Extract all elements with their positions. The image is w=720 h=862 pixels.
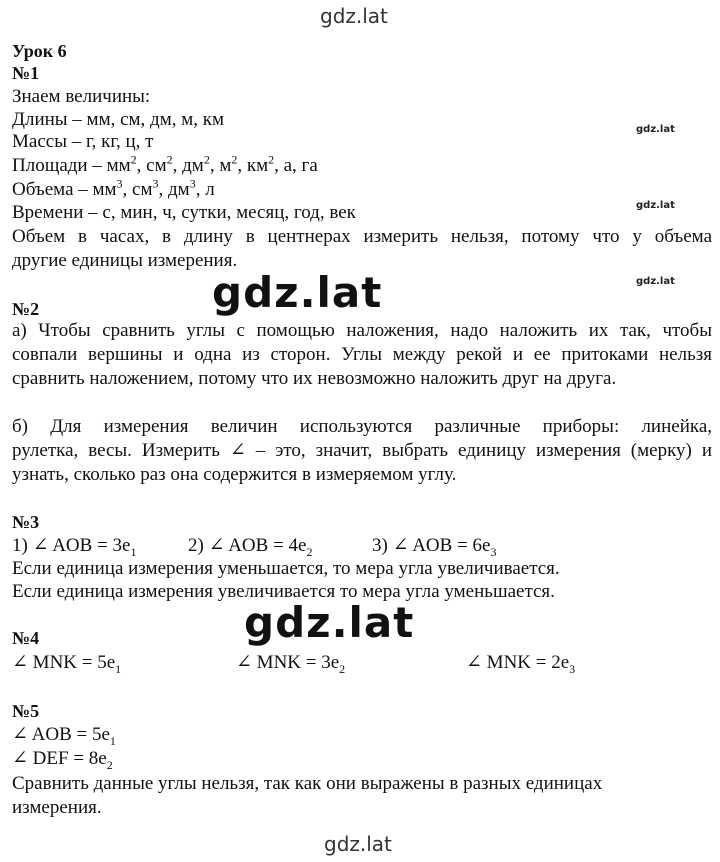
task-3-item-2: 2) ∠ AOB = $4e_2$ bbox=[188, 535, 313, 559]
watermark-small-2: gdz.lat bbox=[636, 200, 675, 211]
task-2-b-line-3: узнать, сколько раз она содержится в измеряемом углу. bbox=[12, 464, 457, 485]
watermark-small-3: gdz.lat bbox=[636, 276, 675, 287]
watermark-large-1: gdz.lat bbox=[212, 268, 383, 317]
task-1-time: Времени – с, мин, ч, сутки, месяц, год, век bbox=[12, 202, 356, 223]
task-1-para-line-1: Объем в часах, в длину в центнерах измерить нельзя, потому что у объема bbox=[12, 226, 712, 247]
task-2-b-line-2: рулетка, весы. Измерить ∠ – это, значит, выбрать единицу измерения (мерку) и bbox=[12, 440, 712, 461]
watermark-top: gdz.lat bbox=[320, 4, 388, 28]
task-3-item-3: 3) ∠ AOB = $6e_3$ bbox=[372, 535, 497, 559]
task-1-masses: Массы – г, кг, ц, т bbox=[12, 131, 154, 152]
task-1-lengths: Длины – мм, см, дм, м, км bbox=[12, 109, 225, 130]
task-1-areas: Площади – $мм^2$, $см^2$, $дм^2$, $м^2$, $км^2$, а, га bbox=[12, 152, 318, 176]
task-3-item-1: 1) ∠ AOB = $3e_1$ bbox=[12, 535, 137, 559]
watermark-large-2: gdz.lat bbox=[244, 598, 415, 647]
task-5-line-1: Сравнить данные углы нельзя, так как они выражены в разных единицах bbox=[12, 773, 603, 794]
task-4-item-3: ∠ MNK = $2e_3$ bbox=[466, 652, 576, 676]
task-1-volumes: Объема – $мм^3$, $см^3$, $дм^3$, л bbox=[12, 176, 215, 200]
task-1-para-line-2: другие единицы измерения. bbox=[12, 250, 238, 271]
task-3-heading: №3 bbox=[12, 512, 40, 532]
task-2-a-line-2: совпали вершины и одна из сторон. Углы между рекой и ее притоками нельзя bbox=[12, 344, 712, 365]
task-1-intro: Знаем величины: bbox=[12, 86, 151, 107]
task-2-heading: №2 bbox=[12, 299, 40, 319]
task-2-a-line-1: а) Чтобы сравнить углы с помощью наложения, надо наложить их так, чтобы bbox=[12, 320, 712, 341]
task-5-heading: №5 bbox=[12, 701, 40, 721]
task-5-item-1: ∠ AOB = $5e_1$ bbox=[12, 724, 116, 748]
task-4-item-1: ∠ MNK = $5e_1$ bbox=[12, 652, 122, 676]
task-3-line-2: Если единица измерения увеличивается то мера угла уменьшается. bbox=[12, 581, 555, 602]
watermark-bottom: gdz.lat bbox=[324, 832, 392, 856]
task-4-item-2: ∠ MNK = $3e_2$ bbox=[236, 652, 346, 676]
task-1-heading: №1 bbox=[12, 63, 40, 83]
watermark-small-1: gdz.lat bbox=[636, 124, 675, 135]
task-2-a-line-3: сравнить наложением, потому что их невозможно наложить друг на друга. bbox=[12, 368, 617, 389]
task-3-line-1: Если единица измерения уменьшается, то мера угла увеличивается. bbox=[12, 558, 560, 579]
task-5-item-2: ∠ DEF = $8e_2$ bbox=[12, 748, 113, 772]
task-4-heading: №4 bbox=[12, 628, 40, 648]
task-2-b-line-1: б) Для измерения величин используются различные приборы: линейка, bbox=[12, 416, 712, 437]
lesson-title: Урок 6 bbox=[12, 41, 67, 61]
task-5-line-2: измерения. bbox=[12, 797, 102, 818]
